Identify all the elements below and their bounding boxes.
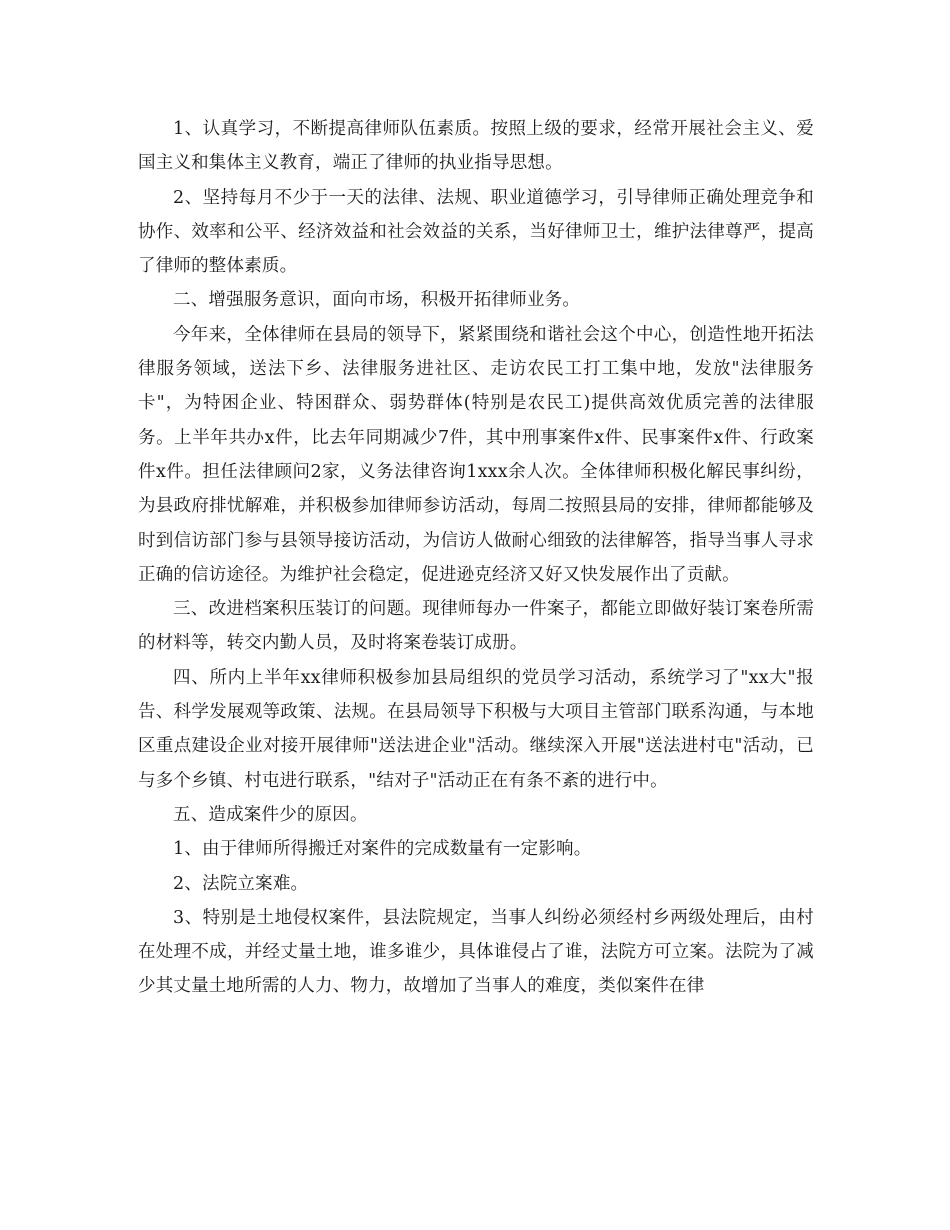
section-heading-few-cases-reasons: 五、造成案件少的原因。 [173, 804, 368, 825]
list-item-relocation: 1、由于律师所得搬迁对案件的完成数量有一定影响。 [173, 839, 592, 860]
section-heading-service-awareness: 二、增强服务意识，面向市场，积极开拓律师业务。 [173, 290, 581, 311]
document-body [138, 112, 814, 1004]
paragraph-study-quality: 1、认真学习，不断提高律师队伍素质。按照上级的要求，经常开展社会主义、爱国主义和集体主义教育，端正了律师的执业指导思想。 [138, 119, 814, 174]
paragraph-monthly-study: 2、坚持每月不少于一天的法律、法规、职业道德学习，引导律师正确处理竞争和协作、效率和公平、经济效益和社会效益的关系，当好律师卫士，维护法律尊严，提高了律师的整体素质。 [138, 187, 814, 277]
list-item-filing-difficulty: 2、法院立案难。 [173, 873, 309, 894]
list-item-land-infringement: 3、特别是土地侵权案件，县法院规定，当事人纠纷必须经村乡两级处理后，由村在处理不成，并经丈量土地，谁多谁少，具体谁侵占了谁，法院方可立案。法院为了减少其丈量土地所需的人力、物力，故增加了当事人的难度，类似案件在律 [138, 907, 814, 997]
section-heading-archive-binding: 三、改进档案积压装订的问题。现律师每办一件案子，都能立即做好装订案卷所需的材料等，转交内勤人员，及时将案卷装订成册。 [138, 599, 814, 654]
paragraph-party-study-activities: 四、所内上半年xx律师积极参加县局组织的党员学习活动，系统学习了"xx大"报告、科学发展观等政策、法规。在县局领导下积极与大项目主管部门联系沟通，与本地区重点建设企业对接开展律师"送法进企业"活动。继续深入开展"送法进村屯"活动，已与多个乡镇、村屯进行联系，"结对子"活动正在有条不紊的进行中。 [138, 667, 814, 791]
paragraph-legal-services-work: 今年来，全体律师在县局的领导下，紧紧围绕和谐社会这个中心，创造性地开拓法律服务领域，送法下乡、法律服务进社区、走访农民工打工集中地，发放"法律服务卡"，为特困企业、特困群众、弱势群体(特别是农民工)提供高效优质完善的法律服务。上半年共办x件，比去年同期减少7件，其中刑事案件x件、民事案件x件、行政案件x件。担任法律顾问2家，义务法律咨询1xxx余人次。全体律师积极化解民事纠纷，为县政府排忧解难，并积极参加律师参访活动，每周二按照县局的安排，律师都能够及时到信访部门参与县领导接访活动，为信访人做耐心细致的法律解答，指导当事人寻求正确的信访途径。为维护社会稳定，促进逊克经济又好又快发展作出了贡献。 [138, 324, 814, 585]
